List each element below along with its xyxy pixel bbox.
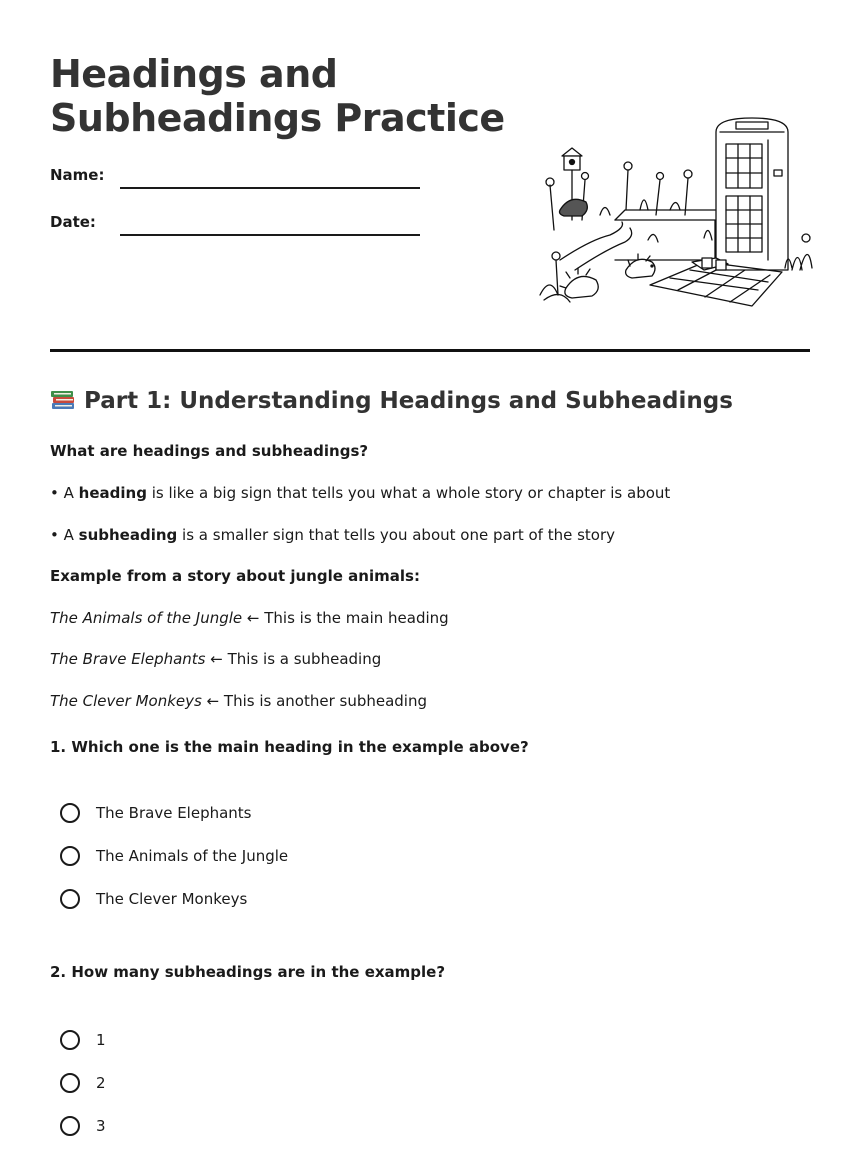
q2-option[interactable] [60, 1027, 106, 1053]
example-title: The Clever Monkeys [50, 692, 202, 710]
bullet-heading [50, 484, 670, 502]
radio-button[interactable] [60, 1116, 80, 1136]
intro-question: What are headings and subheadings? [50, 442, 369, 460]
bullet-text: is like a big sign that tells you what a whole story or chapter is about [146, 484, 671, 502]
bullet-text: is a smaller sign that tells you about one part of the story [177, 526, 616, 544]
example-note: ← This is a subheading [205, 650, 382, 668]
term-subheading: subheading [78, 526, 178, 544]
q2-option[interactable] [60, 1113, 106, 1139]
q1-option[interactable] [60, 886, 247, 912]
radio-button[interactable] [60, 889, 80, 909]
example-item [50, 650, 381, 668]
name-field[interactable] [120, 187, 420, 189]
date-label: Date: [50, 213, 96, 231]
example-title: The Animals of the Jungle [50, 609, 243, 627]
q1-option[interactable] [60, 800, 252, 826]
name-label: Name: [50, 166, 105, 184]
date-field[interactable] [120, 234, 420, 236]
example-item [50, 692, 427, 710]
bullet-subheading [50, 526, 615, 544]
question-1: 1. Which one is the main heading in the example above? [50, 738, 529, 756]
garden-illustration [530, 110, 820, 315]
part1-heading [50, 387, 733, 417]
example-item [50, 609, 449, 627]
radio-button[interactable] [60, 1030, 80, 1050]
option-label: The Animals of the Jungle [96, 847, 289, 865]
example-note: ← This is the main heading [242, 609, 449, 627]
radio-button[interactable] [60, 1073, 80, 1093]
option-label: The Clever Monkeys [96, 890, 248, 908]
section-divider [50, 349, 810, 352]
part1-heading-text: Part 1: Understanding Headings and Subheadings [84, 388, 733, 414]
term-heading: heading [78, 484, 147, 502]
question-2: 2. How many subheadings are in the example? [50, 963, 446, 981]
option-label: 1 [96, 1031, 106, 1049]
example-title: The Brave Elephants [50, 650, 206, 668]
example-label: Example from a story about jungle animals: [50, 567, 420, 585]
q2-option[interactable] [60, 1070, 106, 1096]
title-line-2: Subheadings Practice [50, 96, 505, 140]
radio-button[interactable] [60, 803, 80, 823]
title-line-1: Headings and [50, 52, 338, 96]
bullet-prefix: • A [50, 484, 79, 502]
books-icon [50, 387, 76, 417]
radio-button[interactable] [60, 846, 80, 866]
hedgehog-icon [560, 199, 656, 298]
phone-booth-icon [716, 118, 788, 270]
example-note: ← This is another subheading [201, 692, 428, 710]
option-label: 2 [96, 1074, 106, 1092]
option-label: 3 [96, 1117, 106, 1135]
bullet-prefix: • A [50, 526, 79, 544]
worksheet-title [50, 52, 505, 140]
q1-option[interactable] [60, 843, 288, 869]
option-label: The Brave Elephants [96, 804, 252, 822]
